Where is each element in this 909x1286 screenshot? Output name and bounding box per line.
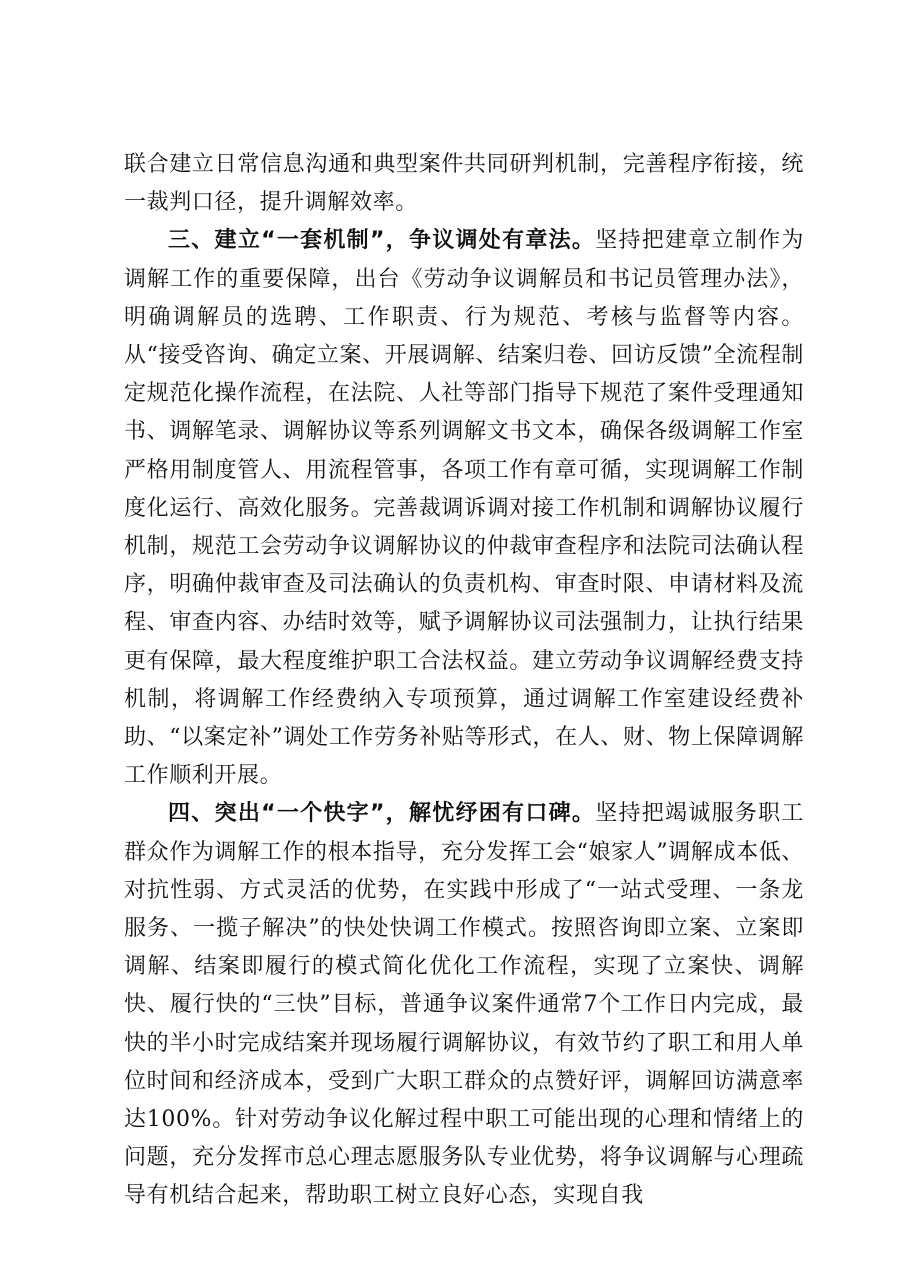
- paragraph-text: 联合建立日常信息沟通和典型案件共同研判机制，完善程序衔接，统一裁判口径，提升调解效率。: [124, 152, 804, 216]
- paragraph-text: 坚持把竭诚服务职工群众作为调解工作的根本指导，充分发挥工会“娘家人”调解成本低、对抗性弱、方式灵活的优势，在实践中形成了“一站式受理、一条龙服务、一揽子解决”的快处快调工作模式。按照咨询即立案、立案即调解、结案即履行的模式简化优化工作流程，实现了立案快、调解快、履行快的“三快”目标，普通争议案件通常7个工作日内完成，最快的半小时完成结案并现场履行调解协议，有效节约了职工和用人单位时间和经济成本，受到广大职工群众的点赞好评，调解回访满意率达100%。针对劳动争议化解过程中职工可能出现的心理和情绪上的问题，充分发挥市总心理志愿服务队专业优势，将争议调解与心理疏导有机结合起来，帮助职工树立良好心态，实现自我: [124, 801, 805, 1209]
- document-body: [124, 146, 804, 1216]
- paragraph-continued: [124, 146, 804, 222]
- section-heading: 三、建立“一套机制”，争议调处有章法。: [168, 228, 596, 254]
- paragraph-section-3: [124, 222, 804, 795]
- paragraph-section-4: [124, 795, 804, 1215]
- section-heading: 四、突出“一个快字”，解忧纾困有口碑。: [168, 801, 596, 827]
- paragraph-text: 坚持把建章立制作为调解工作的重要保障，出台《劳动争议调解员和书记员管理办法》，明确调解员的选聘、工作职责、行为规范、考核与监督等内容。从“接受咨询、确定立案、开展调解、结案归卷、回访反馈”全流程制定规范化操作流程，在法院、人社等部门指导下规范了案件受理通知书、调解笔录、调解协议等系列调解文书文本，确保各级调解工作室严格用制度管人、用流程管事，各项工作有章可循，实现调解工作制度化运行、高效化服务。完善裁调诉调对接工作机制和调解协议履行机制，规范工会劳动争议调解协议的仲裁审查程序和法院司法确认程序，明确仲裁审查及司法确认的负责机构、审查时限、申请材料及流程、审查内容、办结时效等，赋予调解协议司法强制力，让执行结果更有保障，最大程度维护职工合法权益。建立劳动争议调解经费支持机制，将调解工作经费纳入专项预算，通过调解工作室建设经费补助、“以案定补”调处工作劳务补贴等形式，在人、财、物上保障调解工作顺利开展。: [124, 228, 805, 789]
